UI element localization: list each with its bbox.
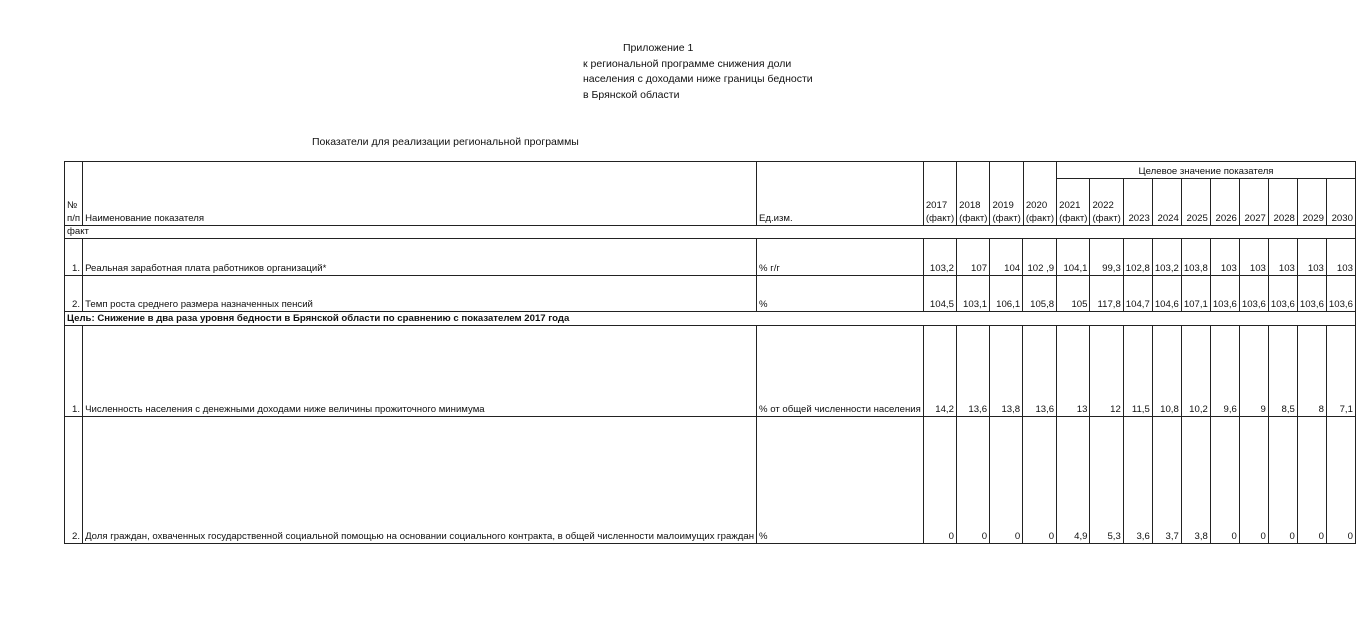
- year-label: 2018: [959, 200, 981, 212]
- appendix-line: населения с доходами ниже границы бедности: [583, 73, 813, 85]
- value-cell: 102 ,9: [1023, 239, 1057, 276]
- value-cell: 103,6: [1239, 276, 1268, 312]
- early-years-header: [923, 162, 1056, 226]
- value-cell: 107: [956, 239, 989, 276]
- no-header-line2: п/п: [67, 212, 81, 224]
- early-years-grid: [924, 162, 1056, 225]
- value-cell: 0: [956, 417, 989, 544]
- value-cell: 104,1: [1057, 239, 1090, 276]
- year-header: [957, 162, 990, 225]
- table-row: [65, 326, 1356, 417]
- value-cell: 102,8: [1123, 239, 1152, 276]
- value-cell: 103,2: [923, 239, 956, 276]
- value-cell: 0: [1297, 417, 1326, 544]
- year-label: 2029: [1302, 212, 1324, 224]
- value-cell: 104: [990, 239, 1023, 276]
- year-note: (факт): [1025, 212, 1055, 224]
- year-header: [1326, 179, 1355, 226]
- unit-header: Ед.изм.: [757, 162, 924, 226]
- year-note: (факт): [1092, 212, 1121, 224]
- value-cell: 106,1: [990, 276, 1023, 312]
- unit-cell: % г/г: [757, 239, 924, 276]
- value-cell: 103,8: [1181, 239, 1210, 276]
- year-label: 2027: [1244, 212, 1266, 224]
- value-cell: 0: [1239, 417, 1268, 544]
- value-cell: 104,6: [1152, 276, 1181, 312]
- appendix-block: [583, 41, 813, 103]
- fakt-label: факт: [65, 226, 1356, 239]
- year-header: [1239, 179, 1268, 226]
- value-cell: 103,6: [1326, 276, 1355, 312]
- year-label: 2025: [1186, 212, 1208, 224]
- value-cell: 103,6: [1268, 276, 1297, 312]
- year-label: 2021: [1059, 200, 1081, 212]
- year-header: [1123, 179, 1152, 226]
- value-cell: 99,3: [1090, 239, 1123, 276]
- indicators-table: [64, 161, 1356, 544]
- year-header: [1268, 179, 1297, 226]
- value-cell: 0: [990, 417, 1023, 544]
- value-cell: 103: [1239, 239, 1268, 276]
- name-header: Наименование показателя: [83, 162, 757, 226]
- indicator-name: Реальная заработная плата работников организаций*: [83, 239, 757, 276]
- value-cell: 0: [1023, 417, 1057, 544]
- value-cell: 10,8: [1152, 326, 1181, 417]
- value-cell: 0: [1210, 417, 1239, 544]
- value-cell: 9,6: [1210, 326, 1239, 417]
- value-cell: 0: [1326, 417, 1355, 544]
- value-cell: 0: [923, 417, 956, 544]
- value-cell: 104,7: [1123, 276, 1152, 312]
- goal-text: Цель: Снижение в два раза уровня бедности в Брянской области по сравнению с показателем 2017 года: [65, 312, 1356, 326]
- year-header: [1210, 179, 1239, 226]
- value-cell: 103,6: [1297, 276, 1326, 312]
- unit-cell: % от общей численности населения: [757, 326, 924, 417]
- value-cell: 13,8: [990, 326, 1023, 417]
- goal-row: [65, 312, 1356, 326]
- year-note: (факт): [925, 212, 955, 224]
- year-header: [1297, 179, 1326, 226]
- row-number: 1.: [65, 239, 83, 276]
- value-cell: 13: [1057, 326, 1090, 417]
- year-label: 2030: [1331, 212, 1353, 224]
- no-header-line1: №: [67, 200, 78, 212]
- year-label: 2020: [1025, 200, 1048, 212]
- value-cell: 14,2: [923, 326, 956, 417]
- value-cell: 7,1: [1326, 326, 1355, 417]
- value-cell: 107,1: [1181, 276, 1210, 312]
- appendix-line: в Брянской области: [583, 88, 680, 101]
- value-cell: 103,1: [956, 276, 989, 312]
- value-cell: 11,5: [1123, 326, 1152, 417]
- year-header: [1181, 179, 1210, 226]
- year-header: [1152, 179, 1181, 226]
- value-cell: 3,8: [1181, 417, 1210, 544]
- year-label: 2026: [1215, 212, 1237, 224]
- value-cell: 3,7: [1152, 417, 1181, 544]
- unit-cell: %: [757, 417, 924, 544]
- value-cell: 13,6: [956, 326, 989, 417]
- year-header: [990, 162, 1023, 225]
- appendix-line: к региональной программе снижения доли: [583, 57, 792, 70]
- value-cell: 8: [1297, 326, 1326, 417]
- year-note: (факт): [1059, 212, 1088, 224]
- table-body: [65, 162, 1356, 544]
- value-cell: 105: [1057, 276, 1090, 312]
- value-cell: 117,8: [1090, 276, 1123, 312]
- value-cell: 105,8: [1023, 276, 1057, 312]
- year-header: [1023, 162, 1056, 225]
- indicator-name: Доля граждан, охваченных государственной социальной помощью на основании социального контракта, в общей численности малоимущих граждан: [83, 417, 757, 544]
- value-cell: 12: [1090, 326, 1123, 417]
- table-row: [65, 417, 1356, 544]
- value-cell: 9: [1239, 326, 1268, 417]
- value-cell: 103: [1326, 239, 1355, 276]
- row-number: 2.: [65, 417, 83, 544]
- value-cell: 0: [1268, 417, 1297, 544]
- value-cell: 104,5: [923, 276, 956, 312]
- no-header: [65, 162, 83, 226]
- indicator-name: Темп роста среднего размера назначенных пенсий: [83, 276, 757, 312]
- value-cell: 10,2: [1181, 326, 1210, 417]
- year-header: [1057, 179, 1090, 226]
- year-note: (факт): [992, 212, 1021, 224]
- row-number: 1.: [65, 326, 83, 417]
- document-title: Показатели для реализации региональной программы: [312, 136, 579, 148]
- value-cell: 3,6: [1123, 417, 1152, 544]
- target-value-header: Целевое значение показателя: [1057, 162, 1356, 179]
- early-years-row: [924, 162, 1056, 225]
- fakt-row: [65, 226, 1356, 239]
- year-label: 2024: [1157, 212, 1179, 224]
- indicator-name: Численность населения с денежными доходами ниже величины прожиточного минимума: [83, 326, 757, 417]
- year-label: 2019: [992, 200, 1014, 212]
- value-cell: 5,3: [1090, 417, 1123, 544]
- year-label: 2022: [1092, 200, 1114, 212]
- year-label: 2017: [925, 200, 948, 212]
- table-row: [65, 239, 1356, 276]
- value-cell: 103,6: [1210, 276, 1239, 312]
- value-cell: 103: [1297, 239, 1326, 276]
- appendix-title: Приложение 1: [623, 42, 694, 54]
- year-label: 2023: [1128, 212, 1150, 224]
- value-cell: 8,5: [1268, 326, 1297, 417]
- unit-cell: %: [757, 276, 924, 312]
- value-cell: 103: [1268, 239, 1297, 276]
- year-label: 2028: [1273, 212, 1295, 224]
- table-header-row: [65, 162, 1356, 179]
- table-row: [65, 276, 1356, 312]
- value-cell: 103: [1210, 239, 1239, 276]
- value-cell: 13,6: [1023, 326, 1057, 417]
- row-number: 2.: [65, 276, 83, 312]
- value-cell: 103,2: [1152, 239, 1181, 276]
- value-cell: 4,9: [1057, 417, 1090, 544]
- year-header: [1090, 179, 1123, 226]
- year-note: (факт): [959, 212, 988, 224]
- year-header: [924, 162, 957, 225]
